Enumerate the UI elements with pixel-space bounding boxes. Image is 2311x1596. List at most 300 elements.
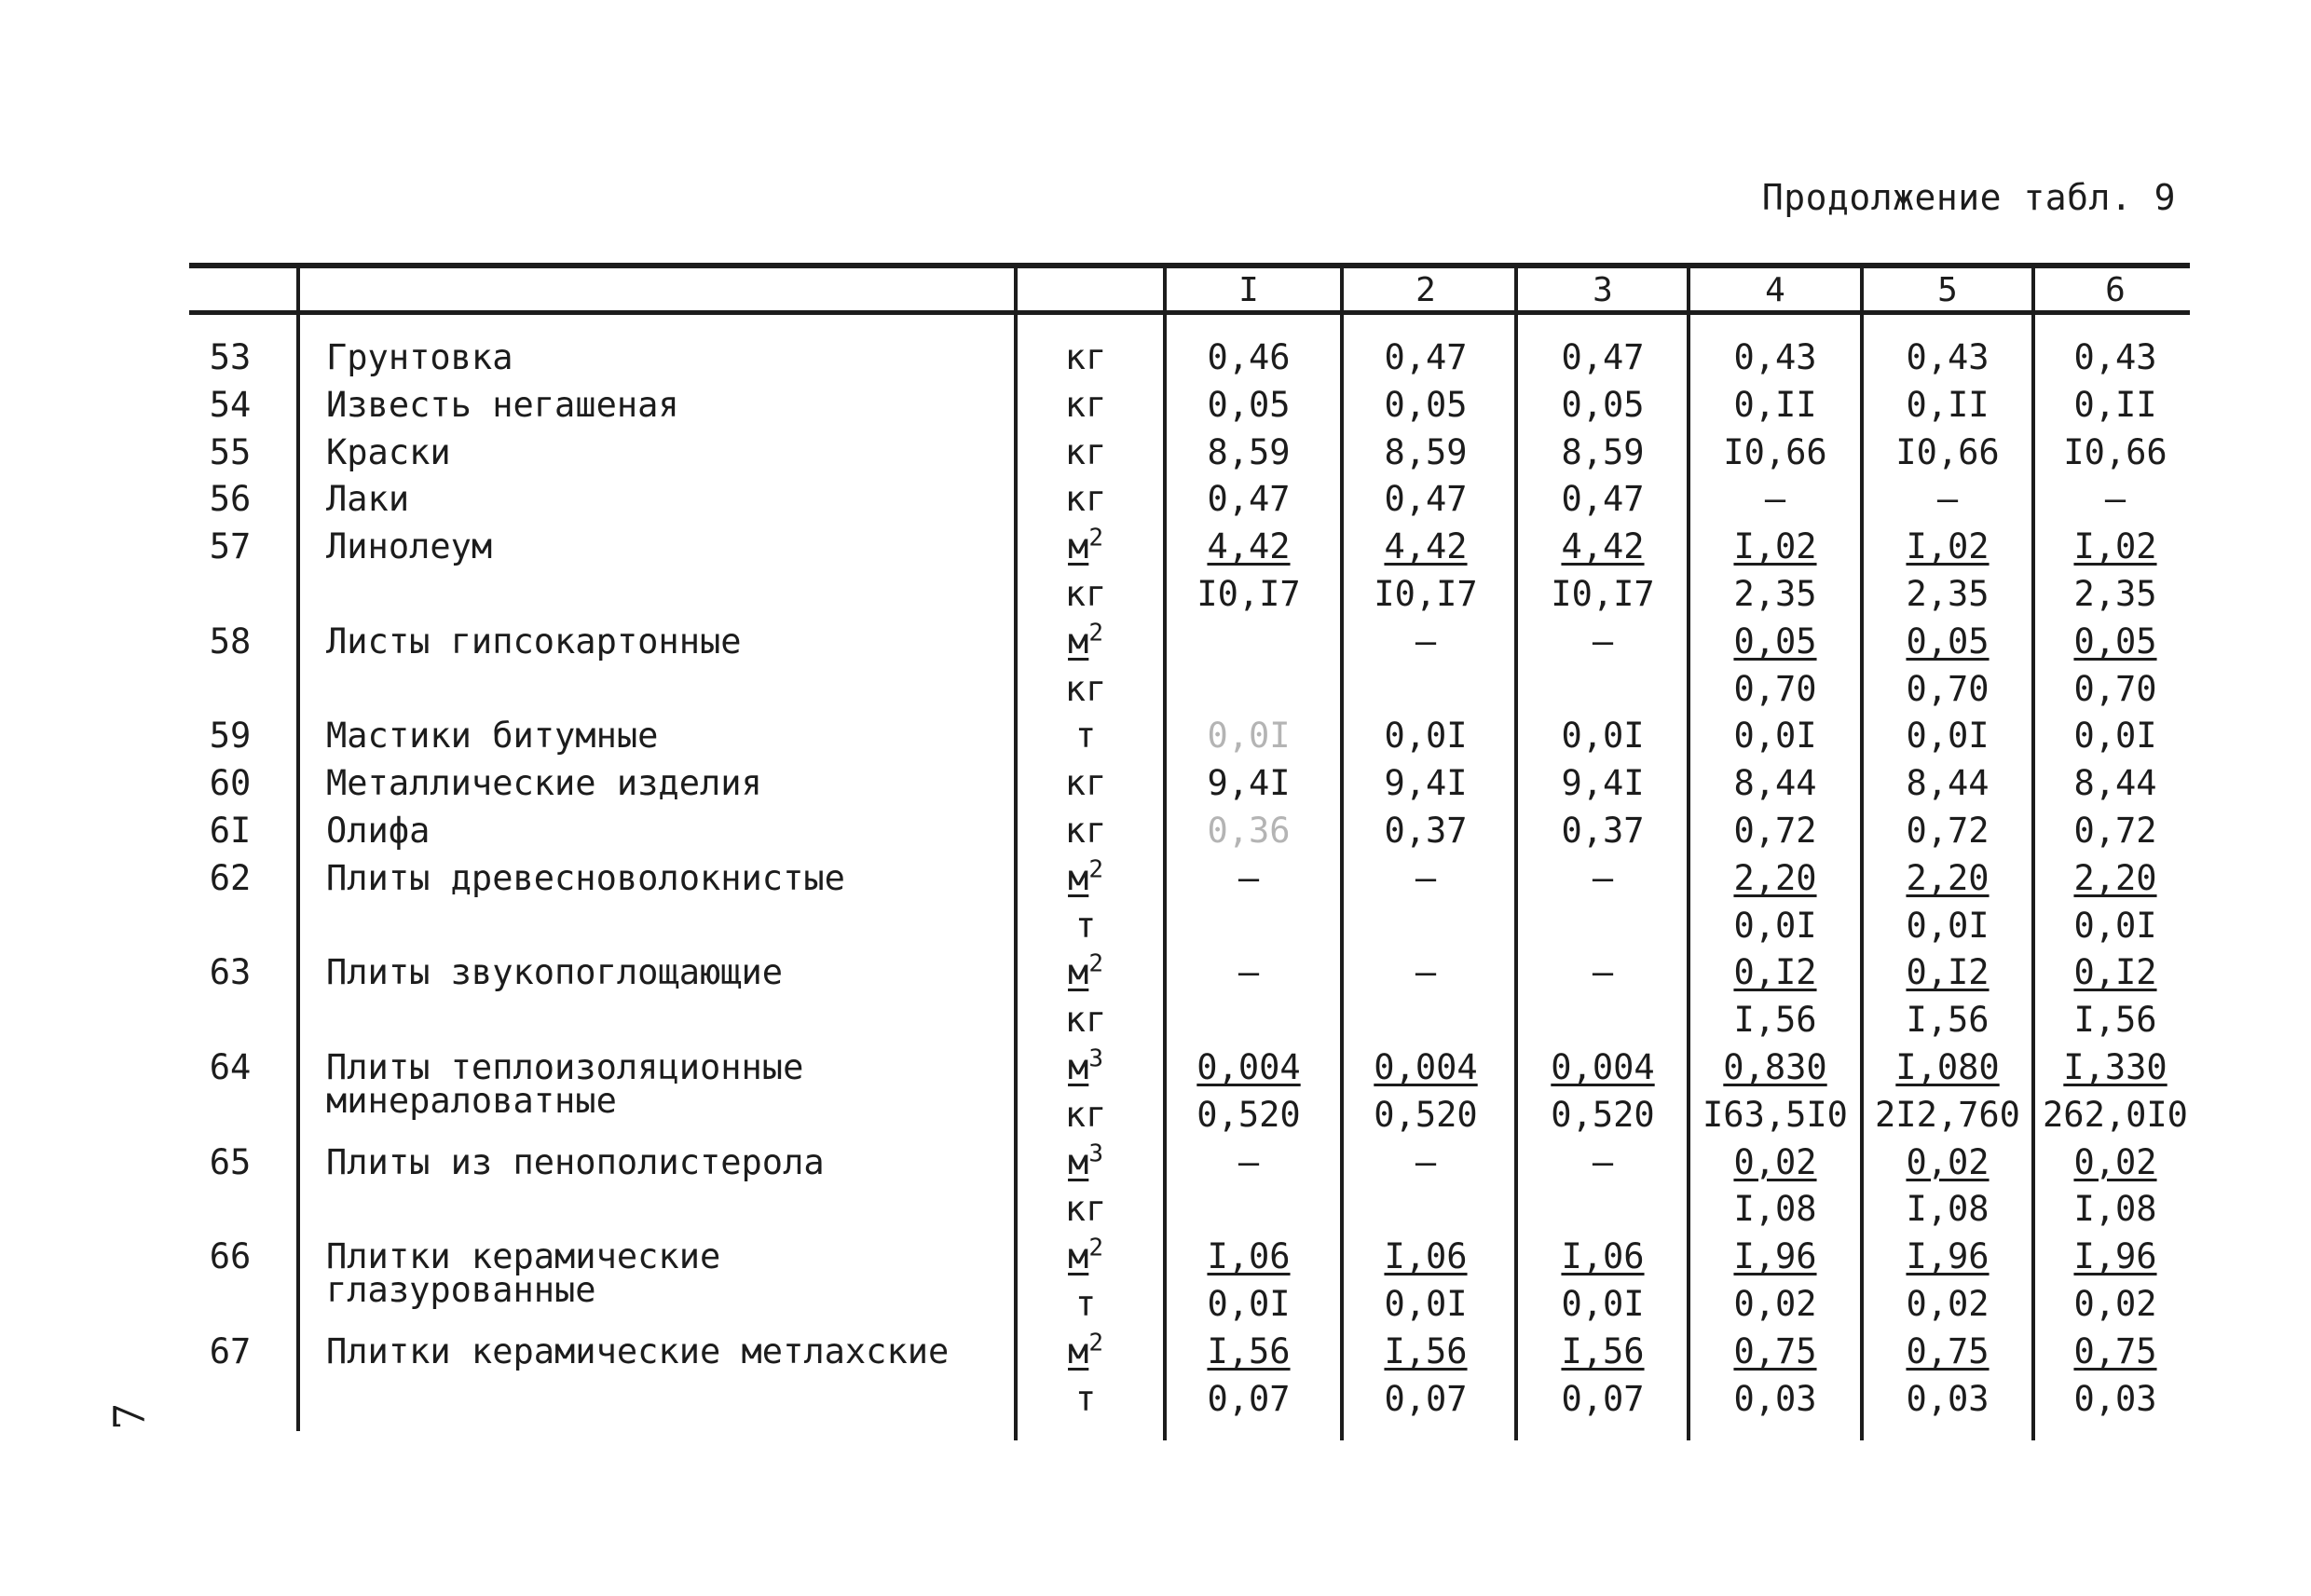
value-cell — [1519, 858, 1687, 899]
value-cell — [1342, 716, 1510, 757]
unit-label — [1034, 621, 1137, 662]
value-cell — [1519, 1095, 1687, 1136]
value-cell — [1864, 479, 2031, 520]
value-cell — [2031, 1047, 2199, 1088]
unit-text: м — [1068, 621, 1089, 662]
value-text: 2,35 — [2073, 574, 2157, 614]
value-text: 0,0I — [1561, 1284, 1645, 1324]
value-text: 0,75 — [1733, 1330, 1817, 1371]
material-name: Плитки керамические — [326, 1236, 721, 1277]
value-cell — [2031, 1189, 2199, 1230]
value-text: – — [1592, 1141, 1614, 1182]
value-text: – — [1238, 857, 1260, 898]
value-text: I,02 — [1733, 526, 1817, 567]
unit-text: т — [1074, 716, 1097, 757]
value-cell — [1342, 1047, 1510, 1088]
unit-label — [1034, 1095, 1137, 1136]
material-name: Мастики битумные — [326, 716, 659, 757]
value-cell — [1342, 1284, 1510, 1325]
value-text: 0,75 — [2073, 1330, 2157, 1371]
value-cell — [1691, 763, 1859, 804]
value-text: 0,0I — [2073, 716, 2157, 757]
value-text: 0,07 — [1384, 1378, 1468, 1419]
value-text: 0,0I — [1207, 716, 1291, 757]
value-text: 4,42 — [1561, 526, 1645, 567]
value-text: I,96 — [1733, 1236, 1817, 1277]
value-text: – — [1238, 952, 1260, 993]
value-text: I0,66 — [2063, 431, 2167, 472]
value-cell — [2031, 858, 2199, 899]
value-text: – — [1415, 952, 1437, 993]
value-text: 8,44 — [2073, 763, 2157, 804]
material-name: Грунтовка — [326, 337, 513, 377]
value-text: 4,42 — [1384, 526, 1468, 567]
value-cell — [1864, 1142, 2031, 1183]
unit-label — [1034, 1044, 1137, 1088]
value-cell — [1691, 952, 1859, 993]
column-divider — [1687, 263, 1690, 1440]
value-cell — [1691, 1379, 1859, 1420]
value-text: 0,47 — [1561, 479, 1645, 520]
row-number: 54 — [209, 384, 252, 425]
value-cell — [2031, 669, 2199, 710]
value-cell — [1691, 906, 1859, 947]
value-cell — [1691, 811, 1859, 852]
value-cell — [1864, 763, 2031, 804]
table-top-rule — [189, 263, 2190, 268]
value-cell — [1165, 1142, 1333, 1183]
value-text: 0,830 — [1723, 1047, 1827, 1087]
value-cell — [1519, 1236, 1687, 1277]
value-cell — [2031, 1095, 2199, 1136]
unit-text: кг — [1064, 668, 1107, 709]
value-text: 0,36 — [1207, 811, 1291, 851]
unit-text: т — [1074, 905, 1097, 946]
value-text: 0,03 — [1906, 1378, 1990, 1419]
unit-label — [1034, 855, 1137, 899]
value-cell — [1691, 432, 1859, 473]
value-text: 0,47 — [1207, 479, 1291, 520]
value-text: 0,72 — [1733, 811, 1817, 851]
unit-label — [1034, 1189, 1137, 1230]
value-cell — [2031, 1000, 2199, 1041]
value-cell — [1519, 526, 1687, 567]
value-cell — [1691, 1189, 1859, 1230]
value-cell — [1691, 479, 1859, 520]
value-cell — [1165, 385, 1333, 426]
value-cell — [1864, 1236, 2031, 1277]
value-text: 0,02 — [2073, 1141, 2157, 1182]
unit-exponent: 3 — [1088, 1044, 1103, 1073]
value-cell — [1864, 385, 2031, 426]
value-cell — [1519, 1331, 1687, 1372]
value-cell — [1864, 1095, 2031, 1136]
value-cell — [1691, 1142, 1859, 1183]
value-cell — [2031, 1379, 2199, 1420]
value-cell — [1691, 1000, 1859, 1041]
value-cell — [1691, 858, 1859, 899]
value-cell — [1864, 1284, 2031, 1325]
value-text: 0,520 — [1197, 1094, 1301, 1135]
unit-text: кг — [1064, 337, 1107, 377]
value-text: 8,59 — [1561, 431, 1645, 472]
value-text: 8,59 — [1207, 431, 1291, 472]
unit-label — [1034, 952, 1137, 993]
row-number: 63 — [209, 952, 252, 993]
value-text: 0,07 — [1207, 1378, 1291, 1419]
value-text: 0,0I — [1733, 716, 1817, 757]
value-cell — [1342, 952, 1510, 993]
material-name: Плитки керамические метлахские — [326, 1330, 950, 1371]
value-cell — [1342, 811, 1510, 852]
value-cell — [1165, 526, 1333, 567]
column-header-6: 6 — [2105, 271, 2126, 309]
unit-exponent: 2 — [1088, 855, 1103, 884]
value-cell — [1342, 858, 1510, 899]
value-cell — [2031, 1331, 2199, 1372]
value-cell — [1519, 952, 1687, 993]
unit-label — [1034, 669, 1137, 710]
value-cell — [1864, 669, 2031, 710]
value-text: 4,42 — [1207, 526, 1291, 567]
value-text: 2,35 — [1733, 574, 1817, 614]
value-cell — [1165, 1284, 1333, 1325]
value-cell — [1165, 432, 1333, 473]
value-text: 0,520 — [1374, 1094, 1478, 1135]
value-text: 0,46 — [1207, 337, 1291, 377]
value-text: I,56 — [1207, 1330, 1291, 1371]
unit-text: кг — [1064, 479, 1107, 520]
material-name: Лаки — [326, 479, 410, 520]
value-cell — [1864, 716, 2031, 757]
column-divider — [1514, 263, 1518, 1440]
value-cell — [1691, 574, 1859, 615]
column-header-5: 5 — [1937, 271, 1958, 309]
value-cell — [1691, 385, 1859, 426]
value-text: 0,520 — [1551, 1094, 1655, 1135]
unit-label — [1034, 479, 1137, 520]
value-cell — [1864, 1047, 2031, 1088]
unit-label — [1034, 526, 1137, 567]
value-cell — [1864, 621, 2031, 662]
value-cell — [1691, 1284, 1859, 1325]
value-cell — [1519, 1379, 1687, 1420]
value-text: 0,72 — [1906, 811, 1990, 851]
material-name: Линолеум — [326, 526, 493, 567]
unit-text: кг — [1064, 1000, 1107, 1041]
unit-label — [1034, 716, 1137, 757]
value-cell — [1864, 906, 2031, 947]
value-text: 0,75 — [1906, 1330, 1990, 1371]
value-text: 0,02 — [2073, 1284, 2157, 1324]
unit-label — [1034, 1379, 1137, 1420]
value-text: – — [2104, 479, 2126, 520]
value-text: 262,0I0 — [2043, 1094, 2188, 1135]
value-text: I,02 — [1906, 526, 1990, 567]
value-text: 0,004 — [1374, 1047, 1478, 1087]
value-text: 0,I2 — [2073, 952, 2157, 993]
value-cell — [1691, 716, 1859, 757]
value-text: 0,72 — [2073, 811, 2157, 851]
value-cell — [1165, 811, 1333, 852]
value-text: I0,I7 — [1197, 574, 1301, 614]
value-text: 2I2,760 — [1875, 1094, 2020, 1135]
value-text: 0,II — [1906, 384, 1990, 425]
value-text: I,56 — [1733, 1000, 1817, 1041]
value-cell — [2031, 1142, 2199, 1183]
value-text: 0,0I — [2073, 905, 2157, 946]
unit-text: кг — [1064, 763, 1107, 804]
value-cell — [1864, 526, 2031, 567]
value-cell — [1864, 1379, 2031, 1420]
value-cell — [2031, 526, 2199, 567]
value-cell — [1519, 1284, 1687, 1325]
unit-label — [1034, 574, 1137, 615]
unit-exponent: 2 — [1088, 524, 1103, 552]
value-cell — [2031, 716, 2199, 757]
row-number: 67 — [209, 1330, 252, 1371]
value-text: 2,20 — [1906, 857, 1990, 898]
value-text: I,08 — [1906, 1189, 1990, 1230]
value-text: 0,70 — [2073, 668, 2157, 709]
column-header-2: 2 — [1415, 271, 1436, 309]
value-cell — [1864, 858, 2031, 899]
unit-text: м — [1068, 857, 1089, 898]
value-text: 2,20 — [2073, 857, 2157, 898]
value-text: 0,43 — [1733, 337, 1817, 377]
value-text: 0,43 — [1906, 337, 1990, 377]
value-text: – — [1592, 857, 1614, 898]
row-number: 57 — [209, 526, 252, 567]
value-text: 0,0I — [1207, 1284, 1291, 1324]
value-text: I63,5I0 — [1702, 1094, 1848, 1135]
unit-text: м — [1068, 1141, 1089, 1182]
value-text: 0,I2 — [1906, 952, 1990, 993]
value-text: 0,II — [2073, 384, 2157, 425]
value-cell — [1342, 479, 1510, 520]
value-text: I,56 — [1384, 1330, 1468, 1371]
row-number: 64 — [209, 1047, 252, 1087]
unit-text: т — [1074, 1378, 1097, 1419]
value-text: 0,05 — [1733, 621, 1817, 662]
unit-label — [1034, 906, 1137, 947]
material-name: минераловатные — [326, 1081, 617, 1121]
value-text: 9,4I — [1384, 763, 1468, 804]
unit-text: кг — [1064, 384, 1107, 425]
material-name: Олифа — [326, 811, 431, 851]
row-number: 58 — [209, 621, 252, 662]
value-cell — [1864, 337, 2031, 378]
value-text: 0,004 — [1197, 1047, 1301, 1087]
value-text: I,06 — [1207, 1236, 1291, 1277]
value-text: I0,66 — [1895, 431, 2000, 472]
value-cell — [1165, 1236, 1333, 1277]
unit-text: т — [1074, 1284, 1097, 1324]
value-text: 0,37 — [1561, 811, 1645, 851]
value-text: 9,4I — [1207, 763, 1291, 804]
unit-label — [1034, 1139, 1137, 1183]
value-cell — [1342, 1236, 1510, 1277]
value-text: 0,0I — [1906, 716, 1990, 757]
unit-text: кг — [1064, 431, 1107, 472]
value-text: – — [1415, 1141, 1437, 1182]
value-text: 9,4I — [1561, 763, 1645, 804]
value-text: 8,44 — [1733, 763, 1817, 804]
value-text: I,56 — [2073, 1000, 2157, 1041]
value-cell — [1342, 385, 1510, 426]
value-cell — [1691, 526, 1859, 567]
value-text: 0,02 — [1906, 1284, 1990, 1324]
value-text: – — [1936, 479, 1959, 520]
unit-exponent: 2 — [1088, 1234, 1103, 1262]
row-number: 62 — [209, 857, 252, 898]
value-text: 0,07 — [1561, 1378, 1645, 1419]
value-text: 0,I2 — [1733, 952, 1817, 993]
value-text: 2,35 — [1906, 574, 1990, 614]
value-text: – — [1764, 479, 1786, 520]
unit-label — [1034, 1000, 1137, 1041]
value-text: 0,02 — [1733, 1141, 1817, 1182]
value-cell — [2031, 621, 2199, 662]
value-cell — [2031, 479, 2199, 520]
value-cell — [1165, 574, 1333, 615]
page-number-mark: 7 — [104, 1402, 155, 1430]
value-cell — [1519, 621, 1687, 662]
value-text: 0,47 — [1561, 337, 1645, 377]
value-text: 0,0I — [1561, 716, 1645, 757]
unit-label — [1034, 1331, 1137, 1372]
value-cell — [1691, 337, 1859, 378]
value-cell — [1519, 574, 1687, 615]
value-cell — [2031, 952, 2199, 993]
column-header-1: I — [1238, 271, 1259, 309]
value-text: 0,70 — [1733, 668, 1817, 709]
value-cell — [1342, 432, 1510, 473]
row-number: 65 — [209, 1141, 252, 1182]
unit-label — [1034, 385, 1137, 426]
unit-label — [1034, 337, 1137, 378]
material-name: Плиты древесноволокнистые — [326, 857, 845, 898]
row-number: 6I — [209, 811, 252, 851]
unit-exponent: 2 — [1088, 1329, 1103, 1357]
value-text: 2,20 — [1733, 857, 1817, 898]
value-cell — [2031, 906, 2199, 947]
unit-text: м — [1068, 526, 1089, 567]
value-text: – — [1592, 621, 1614, 662]
value-cell — [2031, 574, 2199, 615]
value-cell — [1342, 1142, 1510, 1183]
value-cell — [2031, 763, 2199, 804]
table-header-rule — [189, 310, 2190, 315]
value-text: 0,05 — [2073, 621, 2157, 662]
value-text: I,96 — [1906, 1236, 1990, 1277]
column-divider — [296, 263, 300, 1431]
unit-exponent: 2 — [1088, 619, 1103, 648]
unit-label — [1034, 432, 1137, 473]
row-number: 55 — [209, 431, 252, 472]
value-cell — [1519, 479, 1687, 520]
value-text: 0,0I — [1906, 905, 1990, 946]
value-cell — [1342, 526, 1510, 567]
value-text: 0,II — [1733, 384, 1817, 425]
value-cell — [1342, 574, 1510, 615]
value-cell — [1864, 952, 2031, 993]
unit-text: кг — [1064, 811, 1107, 851]
value-text: I,96 — [2073, 1236, 2157, 1277]
value-cell — [1165, 337, 1333, 378]
value-text: I0,I7 — [1374, 574, 1478, 614]
value-cell — [1165, 1331, 1333, 1372]
value-text: 0,0I — [1384, 1284, 1468, 1324]
value-cell — [1519, 432, 1687, 473]
value-text: I,56 — [1561, 1330, 1645, 1371]
material-name: Плиты теплоизоляционные — [326, 1047, 804, 1087]
value-text: 0,43 — [2073, 337, 2157, 377]
row-number: 66 — [209, 1236, 252, 1277]
material-name: глазурованные — [326, 1270, 596, 1311]
value-text: I,08 — [2073, 1189, 2157, 1230]
value-text: I,56 — [1906, 1000, 1990, 1041]
material-name: Краски — [326, 431, 451, 472]
value-cell — [1519, 1047, 1687, 1088]
value-cell — [1864, 1331, 2031, 1372]
value-cell — [2031, 1284, 2199, 1325]
material-name: Металлические изделия — [326, 763, 762, 804]
column-header-3: 3 — [1593, 271, 1613, 309]
value-cell — [1519, 1142, 1687, 1183]
value-text: 8,44 — [1906, 763, 1990, 804]
value-cell — [1165, 858, 1333, 899]
value-text: 0,03 — [1733, 1378, 1817, 1419]
value-cell — [1864, 1189, 2031, 1230]
value-text: 0,47 — [1384, 337, 1468, 377]
unit-exponent: 2 — [1088, 950, 1103, 979]
value-cell — [1691, 1047, 1859, 1088]
value-text: – — [1415, 621, 1437, 662]
material-name: Плиты звукопоглощающие — [326, 952, 784, 993]
material-name: Известь негашеная — [326, 384, 679, 425]
row-number: 53 — [209, 337, 252, 377]
value-cell — [2031, 1236, 2199, 1277]
value-cell — [1691, 1331, 1859, 1372]
value-text: 0,0I — [1733, 905, 1817, 946]
value-cell — [1691, 669, 1859, 710]
value-text: I,02 — [2073, 526, 2157, 567]
value-text: – — [1592, 952, 1614, 993]
value-text: I0,66 — [1723, 431, 1827, 472]
table-caption: Продолжение табл. 9 — [1761, 177, 2176, 218]
material-name: Плиты из пенополистерола — [326, 1141, 825, 1182]
value-text: 0,02 — [1906, 1141, 1990, 1182]
value-cell — [1165, 1379, 1333, 1420]
value-cell — [1342, 1331, 1510, 1372]
value-text: 0,05 — [1207, 384, 1291, 425]
value-cell — [1342, 763, 1510, 804]
value-cell — [1165, 1095, 1333, 1136]
value-text: – — [1415, 857, 1437, 898]
value-text: I,06 — [1384, 1236, 1468, 1277]
value-cell — [1342, 337, 1510, 378]
value-cell — [1864, 432, 2031, 473]
unit-text: кг — [1064, 574, 1107, 614]
value-text: 0,47 — [1384, 479, 1468, 520]
row-number: 60 — [209, 763, 252, 804]
value-cell — [1864, 811, 2031, 852]
value-text: I,08 — [1733, 1189, 1817, 1230]
value-cell — [1165, 952, 1333, 993]
value-text: 0,05 — [1384, 384, 1468, 425]
value-cell — [1165, 716, 1333, 757]
